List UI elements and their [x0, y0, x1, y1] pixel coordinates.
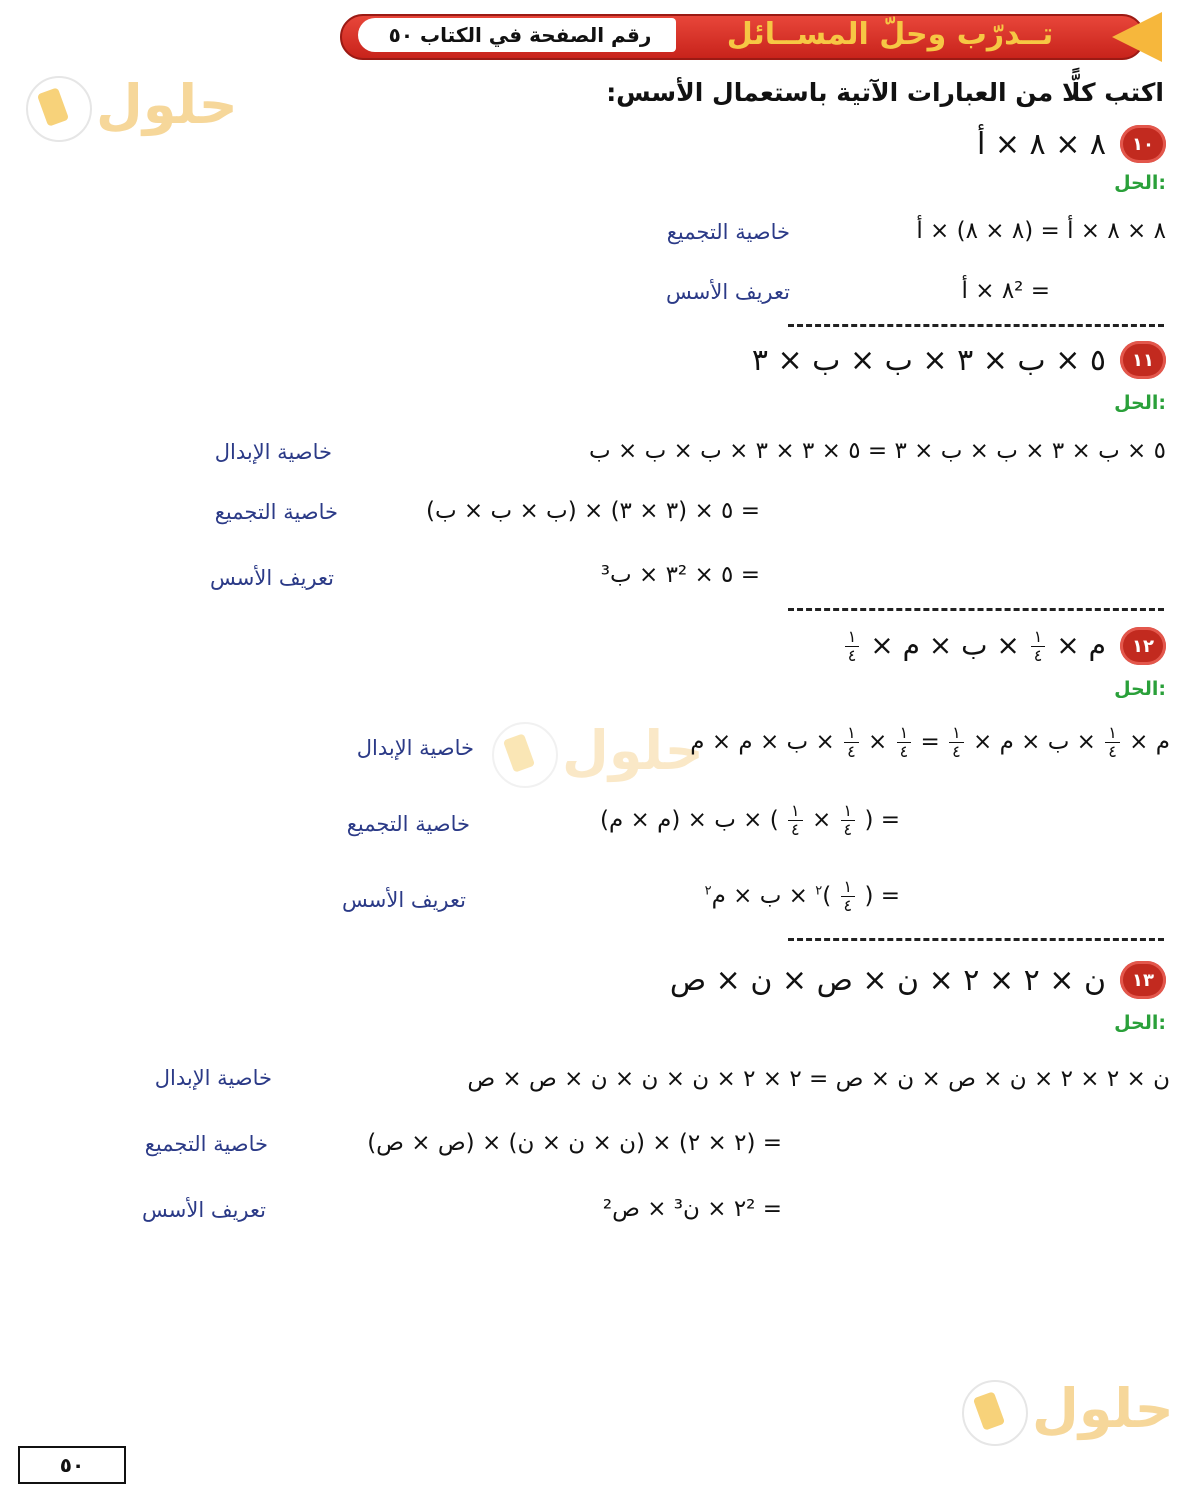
instruction-text: اكتب كلًّا من العبارات الآتية باستعمال الأسس:: [606, 78, 1164, 107]
question-expression: [843, 628, 1106, 665]
q11-step-3-property: تعريف الأسس: [209, 566, 334, 590]
frac-num: ١: [1031, 628, 1046, 647]
frac-den: ٤: [1108, 742, 1117, 761]
q11-step-2: = ٥ × (٣ × ٣) × (ب × ب × ب): [425, 498, 760, 524]
q13-step-1: ن × ٢ × ٢ × ن × ص × ن × ص = ٢ × ٢ × ن × ن × ن × ص × ص: [467, 1066, 1170, 1092]
q11-step-1: ٥ × ب × ٣ × ب × ب × ٣ = ٥ × ٣ × ٣ × ب × ب × ب: [589, 438, 1166, 464]
frac-den: ٤: [791, 820, 800, 839]
solution-label: الحل:: [1114, 392, 1166, 414]
fraction-quarter: [841, 802, 856, 839]
fraction-quarter: [1031, 628, 1046, 665]
q11-step-1-property: خاصية الإبدال: [214, 440, 332, 464]
fraction-quarter: [949, 724, 964, 761]
frac-num: ١: [949, 724, 964, 743]
fraction-quarter: [841, 878, 856, 915]
expr-part: × ب × م × م: [690, 729, 835, 755]
frac-den: ٤: [899, 742, 909, 761]
expr-part: × ب × م: [711, 883, 808, 909]
question-expression: ٥ × ب × ٣ × ب × ب × ٣: [751, 342, 1106, 378]
question-number-badge: ١٢: [1120, 627, 1166, 665]
frac-num: ١: [845, 628, 860, 647]
q13-step-1-property: خاصية الإبدال: [154, 1066, 272, 1090]
frac-den: ٤: [843, 896, 853, 915]
logo-text: حلول: [562, 719, 704, 782]
frac-den: ٤: [1033, 645, 1043, 665]
q10-step-2-property: تعريف الأسس: [665, 280, 790, 304]
question-12: [843, 624, 1166, 668]
exponent: ٢: [815, 883, 823, 899]
banner-title: تــدرّب وحلّ المســائل: [726, 17, 1054, 52]
q12-step-1-property: خاصية الإبدال: [356, 736, 474, 760]
page-reference: رقم الصفحة في الكتاب ٥٠: [388, 23, 652, 47]
q12-step-3: [705, 878, 900, 915]
q12-step-1: [690, 724, 1170, 761]
q13-step-3: = ٢² × ن³ × ص²: [602, 1196, 782, 1222]
frac-num: ١: [897, 724, 912, 743]
q13-step-3-property: تعريف الأسس: [141, 1198, 266, 1222]
q10-step-2: = ٨² × أ: [961, 278, 1050, 304]
expr-part: × ب × م ×: [973, 729, 1096, 755]
question-10: [977, 122, 1166, 166]
exponent: ٢: [704, 883, 712, 899]
frac-den: ٤: [843, 820, 853, 839]
expr-part: م ×: [1056, 628, 1106, 661]
frac-num: ١: [841, 802, 856, 821]
expr-part: = (: [864, 807, 900, 833]
solution-label: الحل:: [1114, 678, 1166, 700]
expr-part: ×: [868, 729, 888, 755]
logo-watermark-middle: [492, 714, 704, 794]
q12-step-2-property: خاصية التجميع: [346, 812, 470, 836]
frac-num: ١: [788, 802, 803, 821]
logo-book-icon: [962, 1380, 1028, 1446]
question-expression: ن × ٢ × ٢ × ن × ص × ن × ص: [669, 962, 1106, 998]
logo-book-icon: [26, 76, 92, 142]
fraction-quarter: [788, 802, 803, 839]
q13-step-2-property: خاصية التجميع: [144, 1132, 268, 1156]
fraction-quarter: [845, 628, 860, 665]
question-11: [752, 338, 1166, 382]
question-expression: ٨ × ٨ × أ: [976, 126, 1106, 162]
q10-step-1-property: خاصية التجميع: [666, 220, 790, 244]
fraction-quarter: [897, 724, 912, 761]
banner-arrow-icon: [1112, 12, 1162, 62]
divider: [788, 324, 1164, 327]
frac-num: ١: [1105, 724, 1120, 743]
question-number-badge: ١٣: [1120, 961, 1166, 999]
logo-book-icon: [492, 722, 558, 788]
solution-label: الحل:: [1114, 172, 1166, 194]
question-number-badge: ١٠: [1120, 125, 1166, 163]
frac-den: ٤: [952, 742, 961, 761]
logo-text: حلول: [1032, 1377, 1174, 1440]
logo-bottom: [962, 1372, 1174, 1452]
fraction-quarter: [1105, 724, 1120, 761]
expr-part: = (: [864, 883, 900, 909]
expr-part: ×: [811, 807, 832, 833]
frac-num: ١: [844, 724, 859, 743]
expr-part: =: [920, 729, 940, 755]
frac-den: ٤: [847, 742, 856, 761]
fraction-quarter: [844, 724, 859, 761]
solution-label: الحل:: [1114, 1012, 1166, 1034]
q13-step-2: = (٢ × ٢) × (ن × ن × ن) × (ص × ص): [367, 1130, 782, 1156]
frac-den: ٤: [847, 645, 857, 665]
frac-num: ١: [841, 878, 856, 897]
expr-part: ): [822, 883, 832, 909]
expr-part: م ×: [1129, 729, 1170, 755]
q11-step-3: = ٥ × ٣² × ب³: [600, 562, 760, 588]
q10-step-1: ٨ × ٨ × أ = (٨ × ٨) × أ: [916, 218, 1166, 244]
header-banner: [340, 12, 1162, 62]
expr-part: × ب × م ×: [870, 628, 1020, 661]
expr-part: ) × ب × (م × م): [599, 807, 779, 833]
logo-text: حلول: [96, 73, 238, 136]
page-number: ٥٠: [18, 1446, 126, 1484]
q11-step-2-property: خاصية التجميع: [214, 500, 338, 524]
question-number-badge: ١١: [1120, 341, 1166, 379]
divider: [788, 938, 1164, 941]
q12-step-3-property: تعريف الأسس: [341, 888, 466, 912]
question-13: [670, 958, 1166, 1002]
logo-top: [26, 68, 238, 148]
divider: [788, 608, 1164, 611]
q12-step-2: [600, 802, 900, 839]
